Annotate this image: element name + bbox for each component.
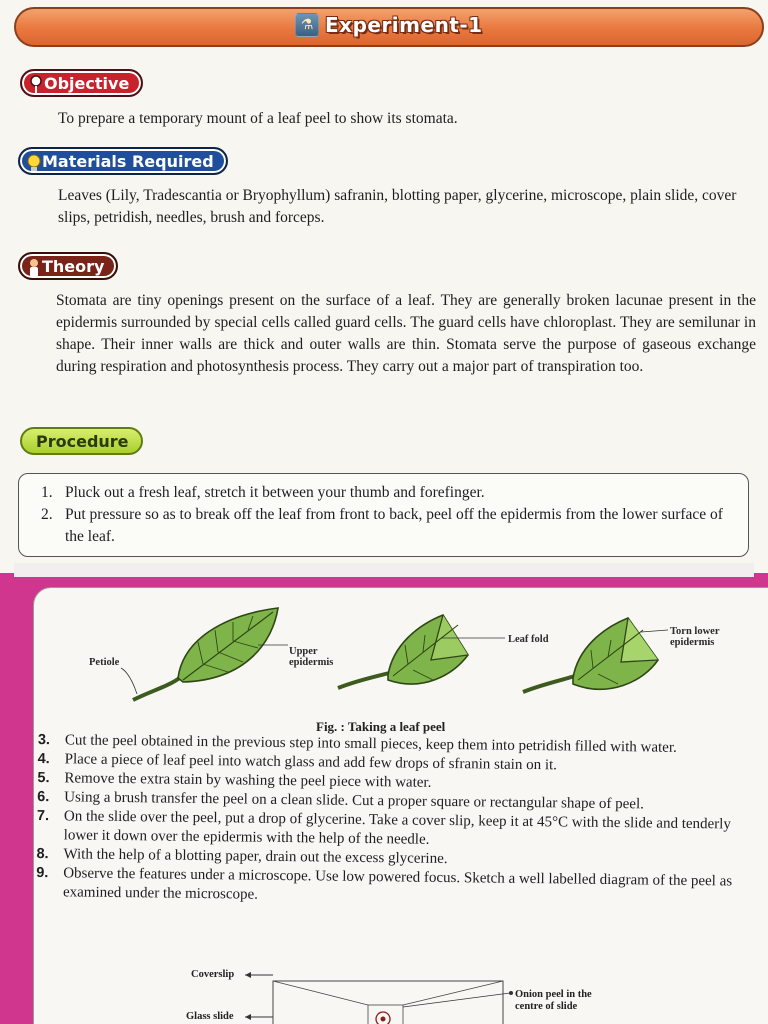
procedure-label: Procedure: [36, 431, 129, 451]
label-coverslip: Coverslip: [191, 969, 235, 980]
label-torn-lower-epidermis: Torn lower epidermis: [670, 626, 720, 648]
pin-icon: [26, 74, 46, 96]
experiment-icon: ⚗: [295, 13, 319, 37]
procedure-step: 1. Pluck out a fresh leaf, stretch it between your thumb and forefinger.: [41, 484, 485, 501]
objective-tag: [20, 69, 143, 97]
procedure-box: [18, 473, 749, 557]
materials-label: Materials Required: [42, 151, 214, 171]
objective-label: Objective: [44, 73, 130, 93]
objective-text: To prepare a temporary mount of a leaf peel to show its stomata.: [58, 110, 458, 127]
label-glass-slide: Glass slide: [186, 1011, 234, 1022]
procedure-tag: [20, 427, 143, 455]
procedure-step: 5. Remove the extra stain by washing the peel piece with water.: [37, 769, 432, 791]
leaf-2: [338, 615, 468, 688]
label-upper-epidermis: Upper epidermis: [289, 646, 334, 668]
person-icon: [24, 257, 44, 279]
figure-caption: Fig. : Taking a leaf peel: [316, 719, 446, 734]
materials-text: Leaves (Lily, Tradescantia or Bryophyllum) safranin, blotting paper, glycerine, microscope, plain slide, cover slips, petridish, needles, brush and forceps.: [58, 187, 737, 226]
materials-tag: [18, 147, 228, 175]
leaf-1: [133, 608, 278, 700]
bulb-icon: [24, 152, 44, 174]
procedure-step: 4. Place a piece of leaf peel into watch glass and add few drops of sfranin stain on it.: [37, 750, 558, 774]
banner-title: [295, 10, 483, 40]
procedure-list: [41, 482, 741, 548]
procedure-step: 8. With the help of a blotting paper, drain out the excess glycerine.: [36, 845, 448, 868]
theory-tag: [18, 252, 118, 280]
procedure-step: 2. Put pressure so as to break off the leaf from front to back, peel off the epidermis from the lower surface of the leaf.: [41, 506, 723, 545]
slide-diagram: [33, 965, 768, 1024]
label-onion-peel: Onion peel in the centre of slide: [515, 989, 592, 1012]
label-petiole: Petiole: [89, 657, 120, 668]
procedure-step: 9. Observe the features under a microscope. Use low powered focus. Sketch a well labelled diagram of the peel as examined under the microscope.: [36, 864, 733, 903]
paper-strip: [14, 563, 754, 577]
leaf-3: [523, 618, 658, 692]
label-leaf-fold: Leaf fold: [508, 634, 549, 645]
theory-label: Theory: [42, 256, 105, 276]
procedure-steps-continued: [36, 731, 754, 911]
page-title: Experiment-1: [325, 13, 483, 37]
procedure-step: 7. On the slide over the peel, put a drop of glycerine. Take a cover slip, keep it at 45°C with the slide and tenderly lower it down over the epidermis with the help of the needle.: [36, 807, 731, 848]
procedure-step: 3. Cut the peel obtained in the previous step into small pieces, keep them into petridish filled with water.: [37, 731, 677, 756]
procedure-step: 6. Using a brush transfer the peel on a clean slide. Cut a proper square or rectangular shape of peel.: [37, 788, 645, 813]
leaf-peel-figure: [33, 600, 753, 720]
theory-text: Stomata are tiny openings present on the surface of a leaf. They are generally broken lacunae present in the epidermis surrounded by special cells called guard cells. The guard cells have chloroplast. They are semilunar in shape. Their inner walls are thick and outer walls are thin. Stomata serve the purpose of gaseous exchange during respiration and photosynthesis process. They carry out a major part of transpiration too.: [56, 292, 756, 375]
